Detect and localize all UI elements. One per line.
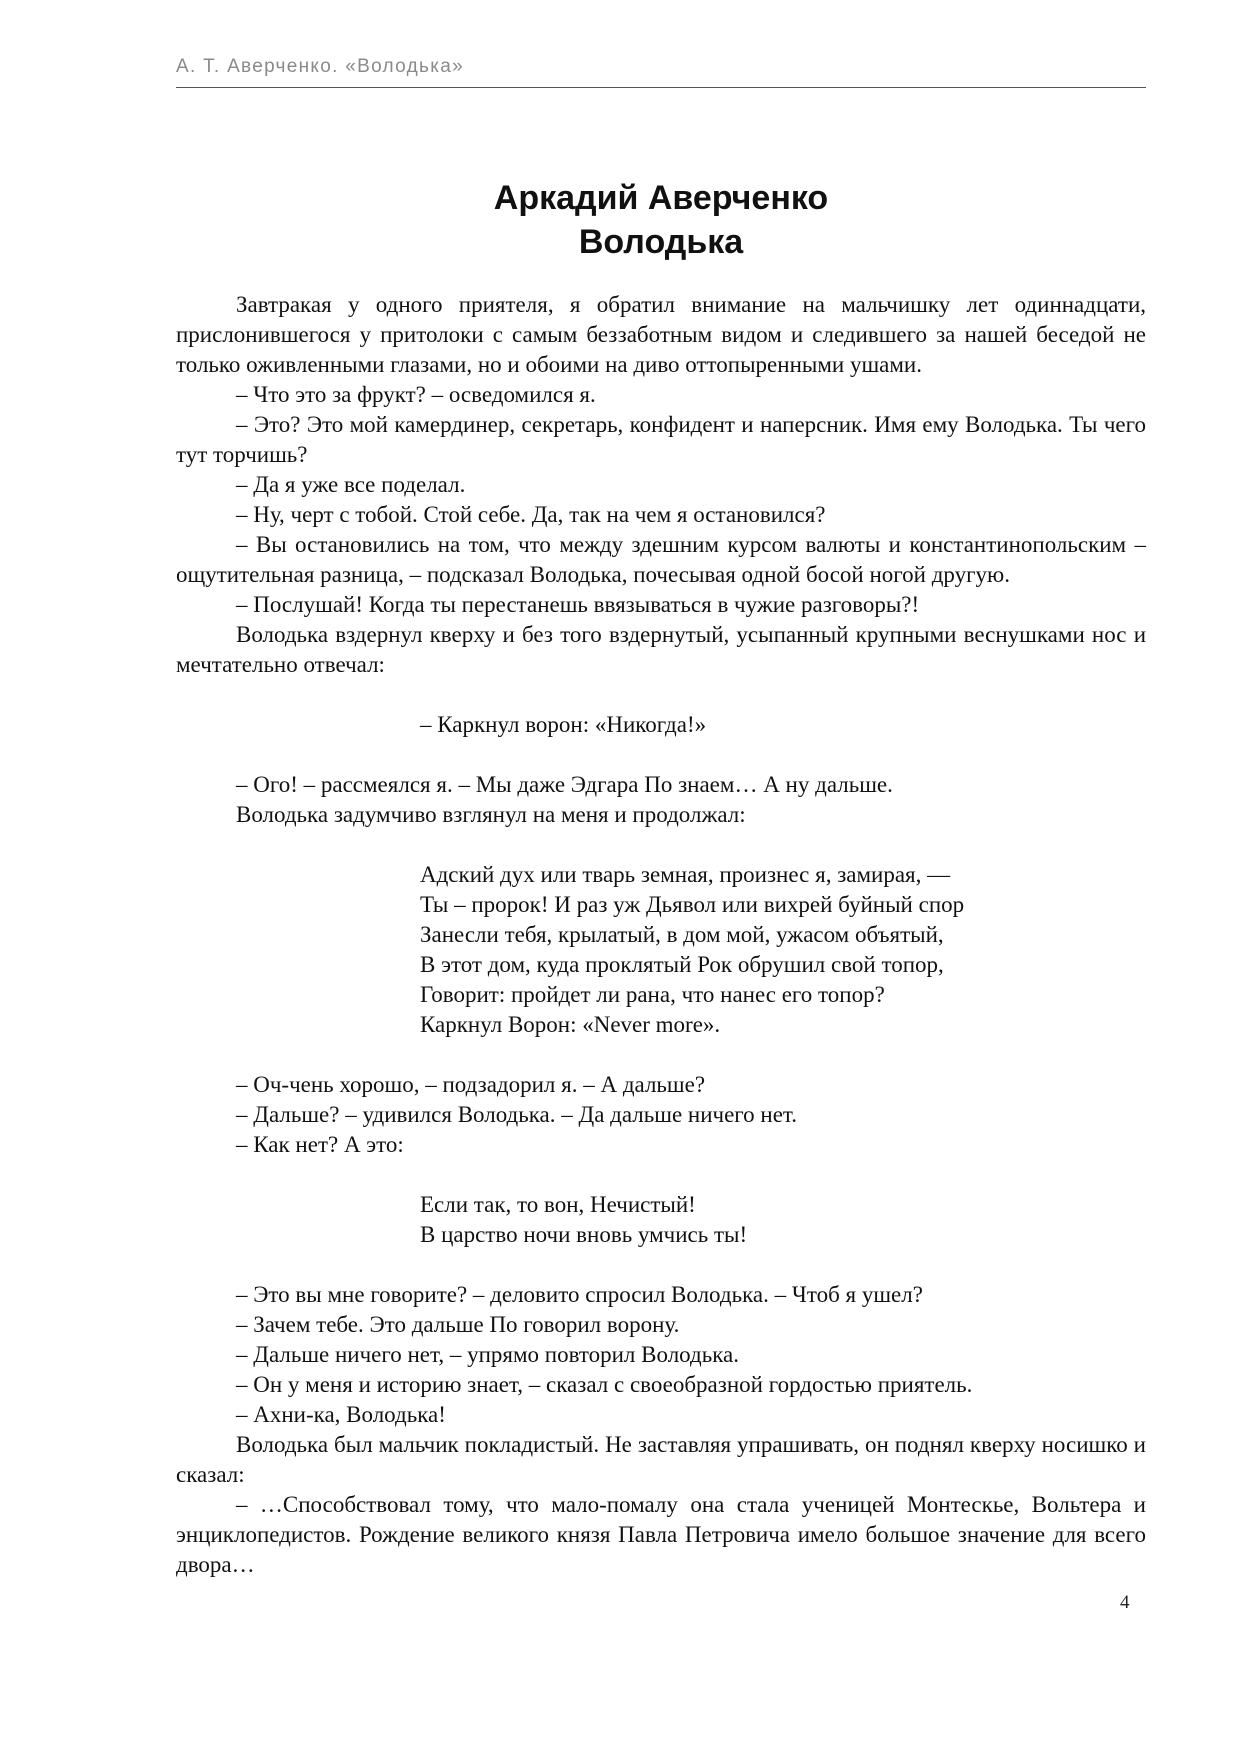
- verse-line: Адский дух или тварь земная, произнес я, замирая, —: [420, 862, 951, 887]
- spacer: [176, 1250, 1146, 1280]
- paragraph: – Что это за фрукт? – осведомился я.: [236, 382, 596, 407]
- paragraph: – Да я уже все поделал.: [236, 472, 466, 497]
- paragraph: – Он у меня и историю знает, – сказал с своеобразной гордостью приятель.: [236, 1372, 973, 1397]
- spacer: [176, 1040, 1146, 1070]
- paragraph: – Дальше ничего нет, – упрямо повторил Володька.: [236, 1342, 739, 1367]
- paragraph: – Послушай! Когда ты перестанешь ввязываться в чужие разговоры?!: [236, 592, 920, 617]
- quote-raven: [420, 710, 1146, 740]
- spacer: [176, 740, 1146, 770]
- paragraph: Завтракая у одного приятеля, я обратил внимание на мальчишку лет одиннадцати, прислонившегося у притолоки с самым беззаботным видом и следившего за нашей беседой не только оживленными глазами, но и обоими на диво оттопыренными ушами.: [176, 292, 1146, 377]
- verse-line: Занесли тебя, крылатый, в дом мой, ужасом объятый,: [420, 922, 944, 947]
- running-header: А. Т. Аверченко. «Володька»: [176, 56, 464, 77]
- spacer: [176, 680, 1146, 710]
- verse-line: В этот дом, куда проклятый Рок обрушил свой топор,: [420, 952, 944, 977]
- paragraph: – …Способствовал тому, что мало-помалу она стала ученицей Монтескье, Вольтера и энциклопедистов. Рождение великого князя Павла Петровича имело большое значение для всего двора…: [176, 1492, 1146, 1577]
- story-text: [176, 290, 1146, 1580]
- page-number: 4: [1120, 1592, 1130, 1613]
- paragraph: – Ахни-ка, Володька!: [236, 1402, 446, 1427]
- verse-block: [420, 860, 1146, 1040]
- paragraph: Володька вздернул кверху и без того вздернутый, усыпанный крупными веснушками нос и мечтательно отвечал:: [176, 622, 1146, 677]
- paragraph: – Это вы мне говорите? – деловито спросил Володька. – Чтоб я ушел?: [236, 1282, 923, 1307]
- verse-line: Каркнул Ворон: «Never more».: [420, 1012, 721, 1037]
- verse-line: Ты – пророк! И раз уж Дьявол или вихрей буйный спор: [420, 892, 965, 917]
- paragraph: Володька задумчиво взглянул на меня и продолжал:: [236, 802, 746, 827]
- paragraph: – Оч-чень хорошо, – подзадорил я. – А дальше?: [236, 1072, 706, 1097]
- spacer: [176, 830, 1146, 860]
- paragraph: – Вы остановились на том, что между здешним курсом валюты и константинопольским – ощутительная разница, – подсказал Володька, почесывая одной босой ногой другую.: [176, 532, 1146, 587]
- paragraph: – Как нет? А это:: [236, 1132, 404, 1157]
- author-title: Аркадий Аверченко: [493, 179, 829, 217]
- work-title: Володька: [578, 223, 744, 261]
- header-rule: [176, 87, 1146, 88]
- paragraph: – Зачем тебе. Это дальше По говорил ворону.: [236, 1312, 680, 1337]
- paragraph: Володька был мальчик покладистый. Не заставляя упрашивать, он поднял кверху носишко и сказал:: [176, 1432, 1146, 1487]
- verse-line: В царство ночи вновь умчись ты!: [420, 1222, 748, 1247]
- title-block: [176, 176, 1146, 264]
- verse-line: – Каркнул ворон: «Никогда!»: [420, 712, 707, 737]
- verse-line: Если так, то вон, Нечистый!: [420, 1192, 696, 1217]
- paragraph: – Ну, черт с тобой. Стой себе. Да, так на чем я остановился?: [236, 502, 826, 527]
- paragraph: – Это? Это мой камердинер, секретарь, конфидент и наперсник. Имя ему Володька. Ты чего тут торчишь?: [176, 412, 1146, 467]
- paragraph: – Дальше? – удивился Володька. – Да дальше ничего нет.: [236, 1102, 798, 1127]
- verse-block: [420, 1190, 1146, 1250]
- spacer: [176, 1160, 1146, 1190]
- paragraph: – Ого! – рассмеялся я. – Мы даже Эдгара По знаем… А ну дальше.: [236, 772, 893, 797]
- verse-line: Говорит: пройдет ли рана, что нанес его топор?: [420, 982, 885, 1007]
